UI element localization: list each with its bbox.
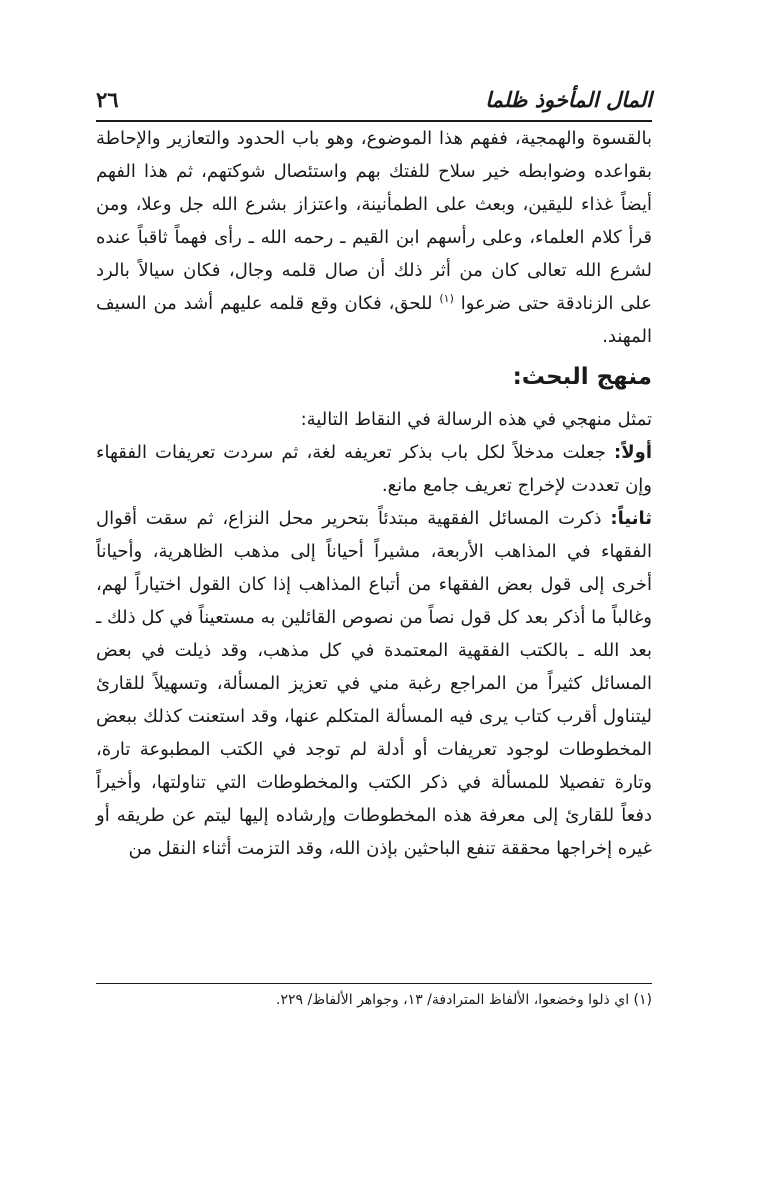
method-point-first — [96, 436, 652, 502]
section-heading: منهج البحث: — [512, 364, 652, 390]
footnote-divider — [96, 983, 652, 984]
point-label: ثانياً: — [610, 508, 652, 529]
point-text: ذكرت المسائل الفقهية مبتدئاً بتحرير محل النزاع، ثم سقت أقوال الفقهاء في المذاهب الأربعة، مشيراً أحياناً إلى مذهب الظاهرية، وأحياناً أخرى إلى قول بعض الفقهاء من أتباع المذاهب إذا كان القول اختياراً لهم، وغالباً ما أذكر بعد كل قول نصاً من نصوص القائلين به مستعيناً في كل ذلك ـ بعد الله ـ بالكتب الفقهية المعتمدة في كل مذهب، وقد ذيلت في بعض المسائل كثيراً من المراجع رغبة مني في تعزيز المسألة، وتسهيلاً للقارئ ليتناول أقرب كتاب يرى فيه المسألة المتكلم عنها، وقد استعنت كذلك ببعض المخطوطات لوجود تعريفات أو أدلة لم توجد في الكتب المطبوعة تارة، وتارة تفصيلا للمسألة في ذكر الكتب والمخطوطات التي تناولتها، وأخيراً دفعاً للقارئ إلى معرفة هذه المخطوطات وإرشاده إليها ليتم عن طريقه أو غيره إخراجها محققة تنفع الباحثين بإذن الله، وقد التزمت أثناء النقل من — [96, 508, 652, 859]
running-header — [96, 86, 652, 122]
paragraph-text: بالقسوة والهمجية، ففهم هذا الموضوع، وهو باب الحدود والتعازير والإحاطة بقواعده وضوابطه خير سلاح للفتك بهم واستئصال شوكتهم، ثم هذا الفهم أيضاً غذاء لليقين، وبعث على الطمأنينة، واعتزاز بشرع الله جل وعلا، ومن قرأ كلام العلماء، وعلى رأسهم ابن القيم ـ رحمه الله ـ رأى فهماً ثاقباً عنده لشرع الله تعالى كان من أثر ذلك أن صال قلمه وجال، فكان سيالاً بالرد على الزنادقة حتى ضرعوا — [96, 128, 652, 314]
footnote-reference: (١) — [439, 292, 454, 305]
method-intro: تمثل منهجي في هذه الرسالة في النقاط التالية: — [300, 409, 652, 430]
footnote: (١) اي ذلوا وخضعوا، الألفاظ المترادفة/ ١٣، وجواهر الألفاظ/ ٢٢٩. — [276, 992, 652, 1008]
main-text — [96, 122, 652, 865]
page-number: ٢٦ — [96, 87, 119, 112]
paragraph-intro-continuation — [96, 122, 652, 353]
method-point-second — [96, 502, 652, 865]
running-title: المال المأخوذ ظلما — [485, 87, 652, 112]
paragraph-text-tail: للحق، فكان وقع قلمه عليهم أشد من السيف المهند. — [96, 293, 652, 347]
point-label: أولاً: — [614, 442, 652, 463]
point-text: جعلت مدخلاً لكل باب بذكر تعريفه لغة، ثم سردت تعريفات الفقهاء وإن تعددت لإخراج تعريف جامع مانع. — [96, 442, 652, 496]
